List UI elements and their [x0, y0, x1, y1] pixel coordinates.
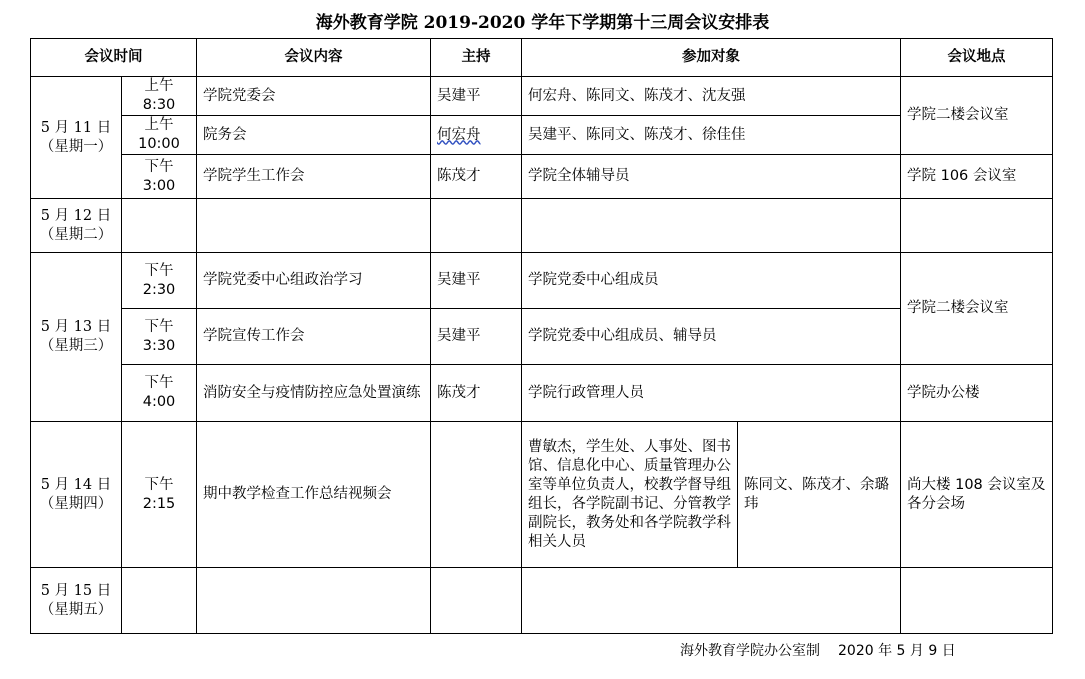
header-host: 主持 [431, 39, 522, 77]
time-cell: 上午 8:30 [122, 77, 197, 116]
host-cell [431, 422, 522, 568]
attendees-cell: 曹敏杰，学生处、人事处、图书馆、信息化中心、质量管理办公室等单位负责人，校教学督导组组长，各学院副书记、分管教学副院长，教务处和各学院教学科相关人员 [522, 422, 738, 568]
location-cell [901, 568, 1053, 634]
location-cell: 尚大楼 108 会议室及各分会场 [901, 422, 1053, 568]
location-cell: 学院二楼会议室 [901, 77, 1053, 155]
host-name-spellcheck: 何宏舟 [437, 126, 481, 143]
table-row [31, 253, 1053, 309]
header-location: 会议地点 [901, 39, 1053, 77]
host-cell: 吴建平 [431, 309, 522, 365]
footer [680, 640, 974, 660]
table-row [31, 199, 1053, 253]
attendees-cell: 学院党委中心组成员 [522, 253, 901, 309]
content-cell [197, 199, 431, 253]
header-time: 会议时间 [31, 39, 197, 77]
attendees-cell: 吴建平、陈同文、陈茂才、徐佳佳 [522, 116, 901, 155]
day-cell: 5 月 14 日 （星期四） [31, 422, 122, 568]
table-row [31, 155, 1053, 199]
location-cell: 学院二楼会议室 [901, 253, 1053, 365]
table-row [31, 77, 1053, 116]
time-cell: 下午 2:30 [122, 253, 197, 309]
day-cell: 5 月 15 日 （星期五） [31, 568, 122, 634]
day-cell: 5 月 11 日 （星期一） [31, 77, 122, 199]
attendees-cell: 学院全体辅导员 [522, 155, 901, 199]
table-row [31, 116, 1053, 155]
footer-date: 2020 年 5 月 9 日 [838, 643, 956, 659]
content-cell: 期中教学检查工作总结视频会 [197, 422, 431, 568]
host-cell: 陈茂才 [431, 365, 522, 422]
attendees-cell: 学院行政管理人员 [522, 365, 901, 422]
header-content: 会议内容 [197, 39, 431, 77]
content-cell [197, 568, 431, 634]
attendees-cell [522, 199, 901, 253]
header-attendees: 参加对象 [522, 39, 901, 77]
attendees-extra-cell: 陈同文、陈茂才、余璐玮 [738, 422, 901, 568]
content-cell: 学院党委中心组政治学习 [197, 253, 431, 309]
location-cell: 学院办公楼 [901, 365, 1053, 422]
page-title: 海外教育学院 2019-2020 学年下学期第十三周会议安排表 [315, 13, 770, 33]
content-cell: 学院宣传工作会 [197, 309, 431, 365]
attendees-cell: 学院党委中心组成员、辅导员 [522, 309, 901, 365]
time-cell [122, 199, 197, 253]
table-row [31, 568, 1053, 634]
content-cell: 消防安全与疫情防控应急处置演练 [197, 365, 431, 422]
location-cell [901, 199, 1053, 253]
content-cell: 学院党委会 [197, 77, 431, 116]
day-cell: 5 月 13 日 （星期三） [31, 253, 122, 422]
attendees-cell [522, 568, 901, 634]
table-row [31, 309, 1053, 365]
time-cell: 下午 3:00 [122, 155, 197, 199]
table-row [31, 365, 1053, 422]
time-cell: 下午 4:00 [122, 365, 197, 422]
host-cell: 陈茂才 [431, 155, 522, 199]
host-cell: 吴建平 [431, 77, 522, 116]
host-cell [431, 116, 522, 155]
schedule-table [30, 38, 1053, 634]
attendees-cell: 何宏舟、陈同文、陈茂才、沈友强 [522, 77, 901, 116]
content-cell: 学院学生工作会 [197, 155, 431, 199]
time-cell [122, 568, 197, 634]
location-cell: 学院 106 会议室 [901, 155, 1053, 199]
time-cell: 下午 3:30 [122, 309, 197, 365]
table-row [31, 422, 1053, 568]
header-row [31, 39, 1053, 77]
footer-office: 海外教育学院办公室制 [680, 643, 820, 659]
time-cell: 下午 2:15 [122, 422, 197, 568]
content-cell: 院务会 [197, 116, 431, 155]
day-cell: 5 月 12 日 （星期二） [31, 199, 122, 253]
host-cell: 吴建平 [431, 253, 522, 309]
time-cell: 上午 10:00 [122, 116, 197, 155]
host-cell [431, 199, 522, 253]
host-cell [431, 568, 522, 634]
